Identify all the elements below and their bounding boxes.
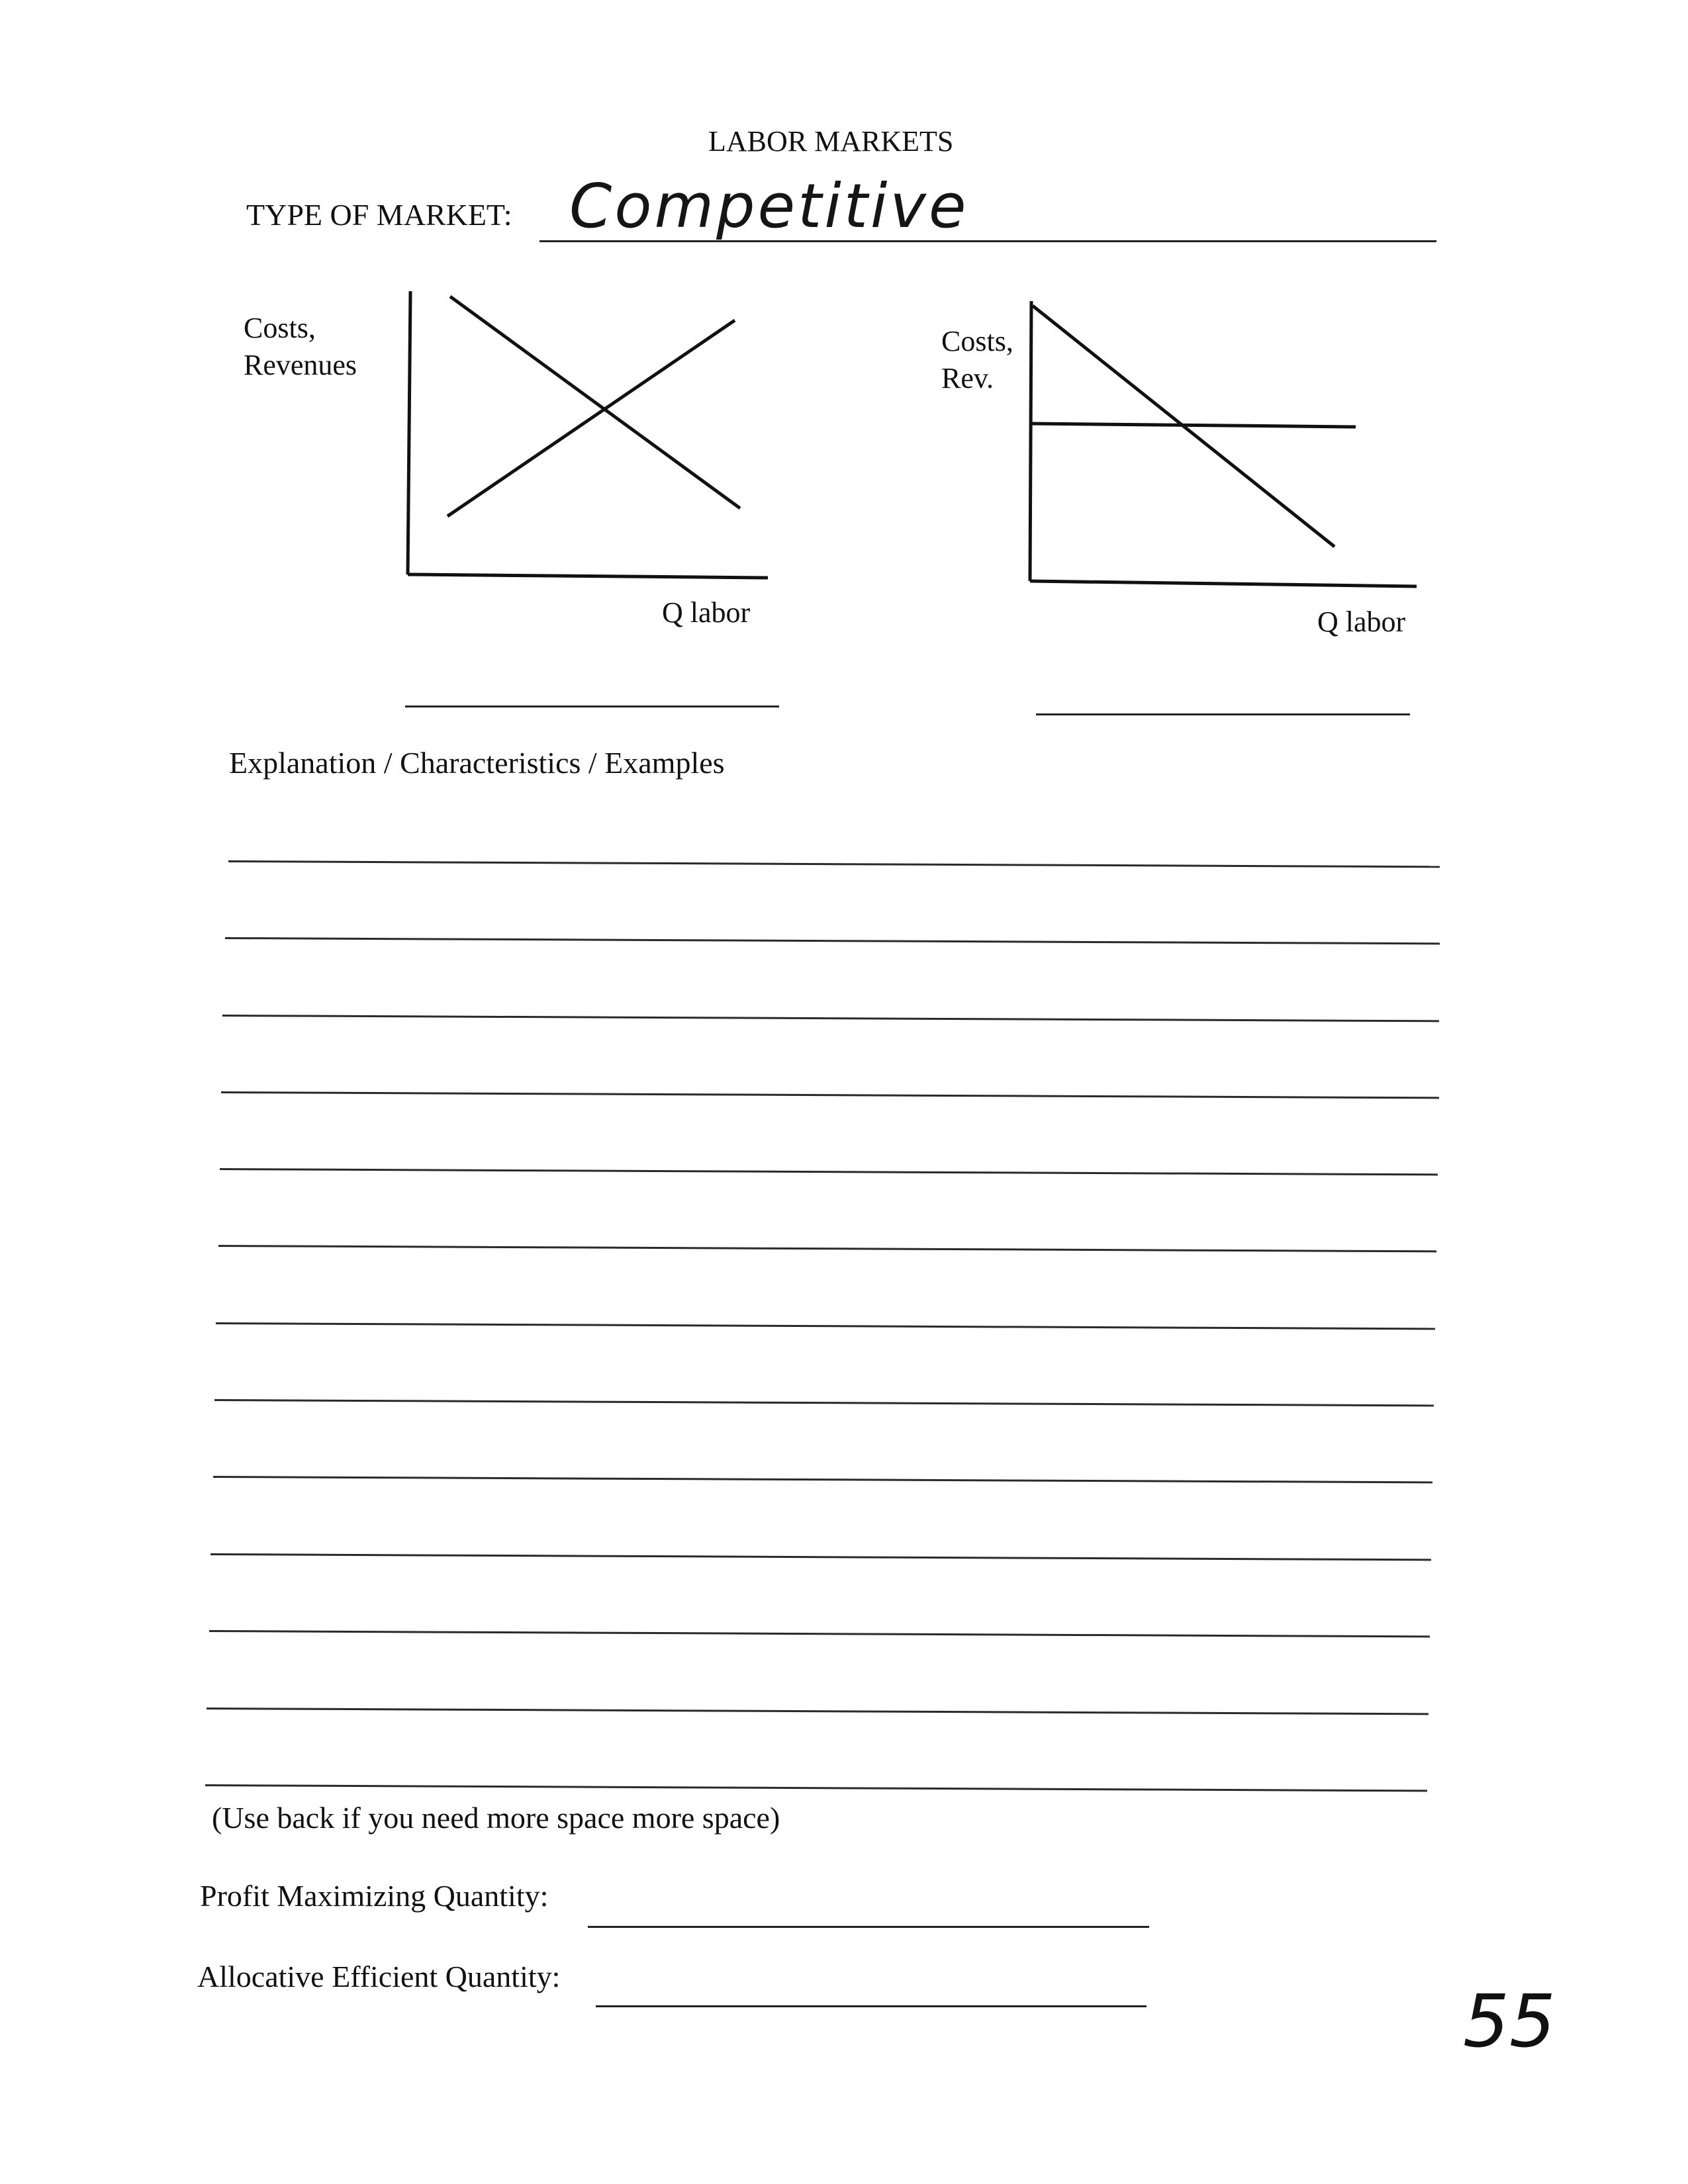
right-graph-y-label-line2: Rev. [941, 362, 994, 394]
type-of-market-handwritten-answer: Competitive [569, 171, 969, 242]
left-graph-y-label-line1: Costs, [244, 312, 316, 344]
allocative-efficient-quantity-label: Allocative Efficient Quantity: [197, 1960, 561, 1993]
right-graph-x-axis-label: Q labor [1317, 606, 1406, 638]
right-graph-answer-line[interactable] [1036, 713, 1410, 715]
right-graph-y-label-line1: Costs, [941, 325, 1013, 357]
explanation-heading: Explanation / Characteristics / Examples [229, 746, 725, 780]
right-graph-y-axis [1030, 301, 1031, 581]
left-graph-x-axis-label: Q labor [662, 596, 751, 629]
profit-maximizing-quantity-label: Profit Maximizing Quantity: [200, 1879, 549, 1913]
right-graph-x-axis [1030, 581, 1417, 586]
page-number: 55 [1463, 1979, 1556, 2064]
use-back-note: (Use back if you need more space more space) [212, 1801, 780, 1835]
type-of-market-label: TYPE OF MARKET: [246, 198, 512, 232]
left-graph-y-label-line2: Revenues [244, 349, 357, 381]
right-graph-wage-line [1030, 424, 1356, 427]
worksheet-title: LABOR MARKETS [708, 125, 954, 158]
allocative-efficient-quantity-line[interactable] [596, 2005, 1147, 2007]
profit-maximizing-quantity-line[interactable] [588, 1926, 1149, 1928]
